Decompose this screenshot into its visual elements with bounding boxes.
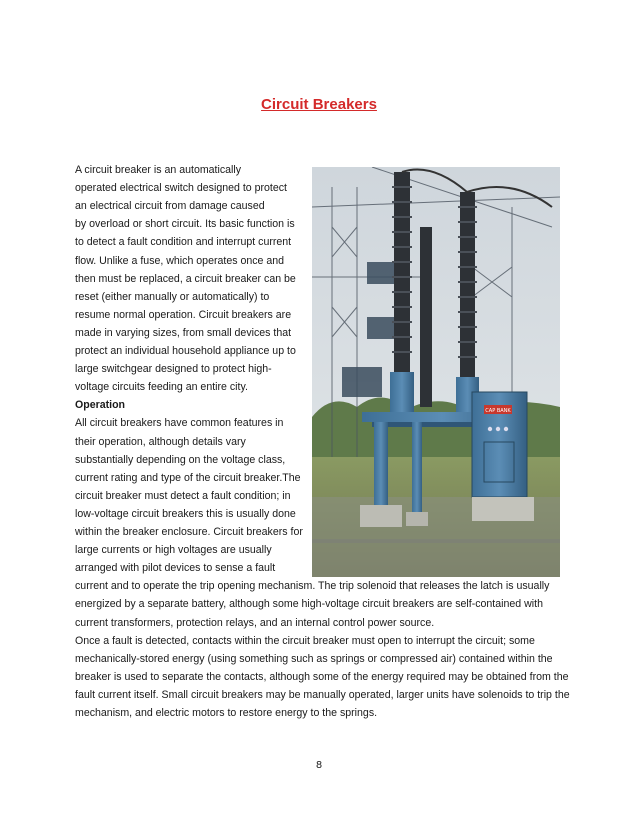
text-line: by overload or short circuit. Its basic function is <box>75 218 295 231</box>
text-line: breaker is used to separate the contacts, although some of the energy required may be obtained from the <box>75 670 569 683</box>
text-line: mechanically-stored energy (using something such as springs or compressed air) contained within the <box>75 652 553 665</box>
text-line: current transformers, protection relays, and an internal control power source. <box>75 616 435 629</box>
text-line: mechanism, and electric motors to restore energy to the springs. <box>75 707 378 719</box>
page-title: Circuit Breakers <box>261 96 377 113</box>
text-line: arranged with pilot devices to sense a fault <box>75 562 276 575</box>
text-line: large currents or high voltages are usually <box>75 544 272 557</box>
text-line: resume normal operation. Circuit breakers are <box>75 308 292 321</box>
text-line: substantially depending on the voltage class, <box>75 453 286 466</box>
section-heading-operation: Operation <box>75 399 126 412</box>
text-line: circuit breaker must detect a fault condition; in <box>75 489 291 502</box>
text-line: then must be replaced, a circuit breaker can be <box>75 272 296 285</box>
text-line: Once a fault is detected, contacts within the circuit breaker must open to interrupt the circuit; some <box>75 634 535 647</box>
text-line: All circuit breakers have common features in <box>75 417 284 430</box>
text-line: flow. Unlike a fuse, which operates once and <box>75 254 285 267</box>
text-line: large switchgear designed to protect high- <box>75 363 272 376</box>
text-line: their operation, although details vary <box>75 435 246 448</box>
text-line: to detect a fault condition and interrupt current <box>75 236 292 249</box>
cap-bank-label: CAP BANK <box>485 408 511 414</box>
text-line: made in varying sizes, from small devices that <box>75 326 292 339</box>
text-line: current and to operate the trip opening mechanism. The trip solenoid that releases the latch is usually <box>75 580 550 593</box>
text-line: current rating and type of the circuit breaker.The <box>75 471 301 484</box>
text-line: voltage circuits feeding an entire city. <box>75 381 248 394</box>
text-line: operated electrical switch designed to protect <box>75 182 287 195</box>
circuit-breaker-photo <box>312 167 560 577</box>
text-line: energized by a separate battery, although some high-voltage circuit breakers are self-contained with <box>75 598 543 611</box>
page-number: 8 <box>315 760 323 771</box>
text-line: reset (either manually or automatically) to <box>75 290 270 303</box>
text-line: within the breaker enclosure. Circuit breakers for <box>75 526 303 538</box>
text-line: A circuit breaker is an automatically <box>75 164 242 176</box>
text-line: an electrical circuit from damage caused <box>75 200 265 213</box>
substation-image <box>312 167 560 577</box>
text-line: low-voltage circuit breakers this is usually done <box>75 507 296 520</box>
text-line: protect an individual household appliance up to <box>75 345 296 357</box>
text-line: fault current itself. Small circuit breakers may be manually operated, larger units have solenoids to trip the <box>75 688 570 701</box>
